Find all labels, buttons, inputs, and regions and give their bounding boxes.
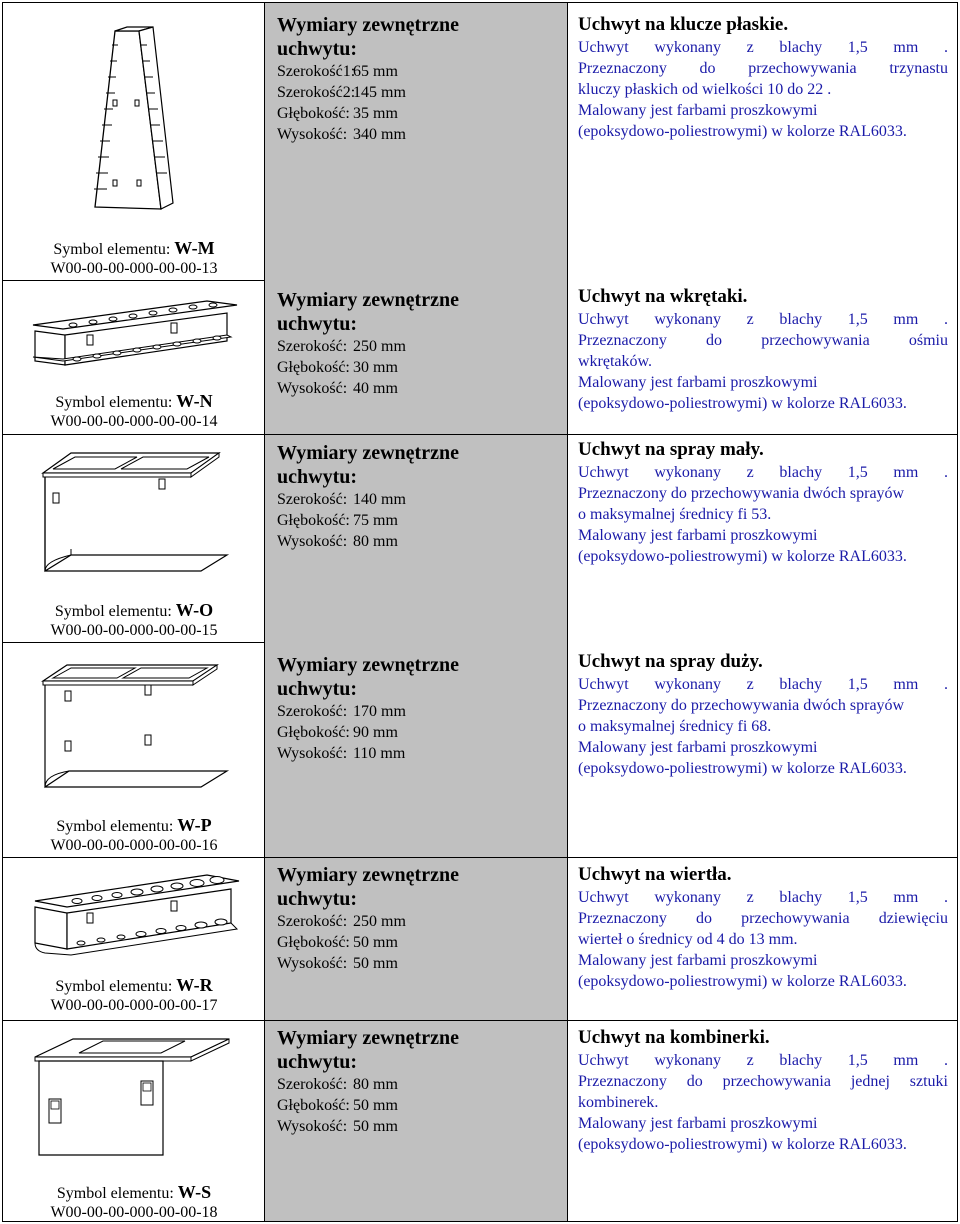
symbol-block-w-s bbox=[3, 1183, 265, 1222]
desc-line: kluczy płaskich od wielkości 10 do 22 . bbox=[578, 81, 832, 98]
dim-label: Szerokość: bbox=[277, 703, 348, 720]
desc-line: Przeznaczony do przechowywania dziewięciu bbox=[578, 910, 948, 927]
catalog-number: W00-00-00-000-00-00-15 bbox=[50, 622, 218, 639]
dim-label: Głębokość: bbox=[277, 105, 350, 122]
product-title: Uchwyt na spray mały. bbox=[578, 439, 764, 460]
symbol-label: Symbol elementu: bbox=[56, 818, 174, 835]
desc-line: Przeznaczony do przechowywania dwóch sprayów bbox=[578, 485, 905, 502]
dim-label: Szerokość: bbox=[277, 913, 348, 930]
product-drawing-w-o bbox=[41, 451, 231, 581]
desc-line: (epoksydowo-poliestrowymi) w kolorze RAL6033. bbox=[578, 973, 907, 990]
dim-header: Wymiary zewnętrzne bbox=[277, 864, 459, 886]
product-drawing-w-s bbox=[33, 1033, 233, 1163]
description-w-p bbox=[578, 650, 948, 779]
dim-label: Szerokość: bbox=[277, 1076, 348, 1093]
dim-row bbox=[277, 743, 562, 764]
dim-row bbox=[277, 722, 562, 743]
dim-row bbox=[277, 124, 562, 145]
dim-label: Głębokość: bbox=[277, 512, 350, 529]
dim-row bbox=[277, 510, 562, 531]
desc-line: kombinerek. bbox=[578, 1094, 659, 1111]
dim-row bbox=[277, 1116, 562, 1137]
dim-label: Wysokość: bbox=[277, 533, 348, 550]
product-title: Uchwyt na klucze płaskie. bbox=[578, 14, 789, 35]
dim-header: Wymiary zewnętrzne bbox=[277, 289, 459, 311]
desc-line: wkrętaków. bbox=[578, 353, 653, 370]
desc-line: Malowany jest farbami proszkowymi bbox=[578, 739, 818, 756]
desc-line: (epoksydowo-poliestrowymi) w kolorze RAL6033. bbox=[578, 123, 907, 140]
desc-line: Uchwyt wykonany z blachy 1,5 mm . bbox=[578, 889, 948, 906]
dim-label: Szerokość: bbox=[277, 338, 348, 355]
description-w-n bbox=[578, 285, 948, 414]
dim-header: Wymiary zewnętrzne bbox=[277, 654, 459, 676]
desc-line: Malowany jest farbami proszkowymi bbox=[578, 1115, 818, 1132]
catalog-number: W00-00-00-000-00-00-16 bbox=[50, 837, 218, 854]
desc-line: Malowany jest farbami proszkowymi bbox=[578, 374, 818, 391]
dim-value: 65 mm bbox=[353, 63, 398, 80]
dim-label: Głębokość: bbox=[277, 724, 350, 741]
symbol-block-w-n bbox=[3, 392, 265, 431]
dim-header: Wymiary zewnętrzne bbox=[277, 1027, 459, 1049]
catalog-number: W00-00-00-000-00-00-18 bbox=[50, 1204, 218, 1221]
dim-value: 110 mm bbox=[353, 745, 406, 762]
dim-value: 140 mm bbox=[353, 491, 406, 508]
row-divider bbox=[3, 280, 265, 281]
product-title: Uchwyt na wiertła. bbox=[578, 864, 732, 885]
dim-value: 40 mm bbox=[353, 380, 398, 397]
dim-row bbox=[277, 357, 562, 378]
desc-line: (epoksydowo-poliestrowymi) w kolorze RAL6033. bbox=[578, 395, 907, 412]
dim-label: Szerokość: bbox=[277, 491, 348, 508]
dim-row bbox=[277, 103, 562, 124]
catalog-number: W00-00-00-000-00-00-13 bbox=[50, 260, 218, 277]
symbol-block-w-p bbox=[3, 816, 265, 855]
dim-value: 50 mm bbox=[353, 1097, 398, 1114]
desc-line: Uchwyt wykonany z blachy 1,5 mm . bbox=[578, 311, 948, 328]
dim-value: 80 mm bbox=[353, 533, 398, 550]
symbol-label: Symbol elementu: bbox=[54, 603, 172, 620]
symbol-code: W-S bbox=[177, 1182, 212, 1202]
dim-label: Głębokość: bbox=[277, 359, 350, 376]
dim-header-line2: uchwytu: bbox=[277, 313, 358, 335]
dim-label: Wysokość: bbox=[277, 1118, 348, 1135]
dim-header-line2: uchwytu: bbox=[277, 38, 358, 60]
dim-row bbox=[277, 701, 562, 722]
dim-row bbox=[277, 932, 562, 953]
dim-header-line2: uchwytu: bbox=[277, 466, 358, 488]
dim-row bbox=[277, 489, 562, 510]
desc-line: Przeznaczony do przechowywania dwóch sprayów bbox=[578, 697, 905, 714]
catalog-number: W00-00-00-000-00-00-14 bbox=[50, 413, 218, 430]
description-w-o bbox=[578, 438, 948, 567]
desc-line: Uchwyt wykonany z blachy 1,5 mm . bbox=[578, 39, 948, 56]
dim-header: Wymiary zewnętrzne bbox=[277, 14, 459, 36]
row-divider bbox=[3, 1020, 957, 1021]
row-divider bbox=[3, 434, 957, 435]
symbol-label: Symbol elementu: bbox=[53, 241, 171, 258]
desc-line: Przeznaczony do przechowywania jednej sztuki bbox=[578, 1073, 948, 1090]
dim-row bbox=[277, 911, 562, 932]
desc-line: (epoksydowo-poliestrowymi) w kolorze RAL6033. bbox=[578, 760, 907, 777]
desc-line: Malowany jest farbami proszkowymi bbox=[578, 527, 818, 544]
symbol-block-w-o bbox=[3, 601, 265, 640]
desc-line: (epoksydowo-poliestrowymi) w kolorze RAL6033. bbox=[578, 1136, 907, 1153]
desc-line: Przeznaczony do przechowywania trzynastu bbox=[578, 60, 948, 77]
symbol-code: W-R bbox=[176, 975, 213, 995]
dim-value: 50 mm bbox=[353, 955, 398, 972]
dimensions-w-s bbox=[277, 1026, 562, 1137]
dim-label: Wysokość: bbox=[277, 380, 348, 397]
dim-value: 50 mm bbox=[353, 934, 398, 951]
dim-label: Wysokość: bbox=[277, 126, 348, 143]
symbol-label: Symbol elementu: bbox=[55, 394, 173, 411]
dimensions-w-p bbox=[277, 653, 562, 764]
symbol-code: W-M bbox=[174, 238, 215, 258]
desc-line: o maksymalnej średnicy fi 53. bbox=[578, 506, 772, 523]
dim-value: 340 mm bbox=[353, 126, 406, 143]
product-title: Uchwyt na wkrętaki. bbox=[578, 286, 748, 307]
dim-value: 50 mm bbox=[353, 1118, 398, 1135]
dim-label: Wysokość: bbox=[277, 955, 348, 972]
dim-value: 30 mm bbox=[353, 359, 398, 376]
catalog-number: W00-00-00-000-00-00-17 bbox=[50, 997, 218, 1014]
dim-label: Szerokość1: bbox=[277, 63, 356, 80]
dim-value: 80 mm bbox=[353, 1076, 398, 1093]
dim-row bbox=[277, 531, 562, 552]
dim-label: Głębokość: bbox=[277, 934, 350, 951]
dimensions-w-n bbox=[277, 288, 562, 399]
dim-row bbox=[277, 82, 562, 103]
dim-header: Wymiary zewnętrzne bbox=[277, 442, 459, 464]
dim-row bbox=[277, 378, 562, 399]
dim-value: 75 mm bbox=[353, 512, 398, 529]
dim-row bbox=[277, 1095, 562, 1116]
dim-row bbox=[277, 61, 562, 82]
dim-value: 145 mm bbox=[353, 84, 406, 101]
symbol-label: Symbol elementu: bbox=[56, 1185, 174, 1202]
dim-value: 170 mm bbox=[353, 703, 406, 720]
desc-line: o maksymalnej średnicy fi 68. bbox=[578, 718, 772, 735]
product-drawing-w-p bbox=[41, 663, 231, 793]
dim-header-line2: uchwytu: bbox=[277, 678, 358, 700]
dimensions-w-o bbox=[277, 441, 562, 552]
symbol-code: W-P bbox=[177, 815, 212, 835]
description-w-s bbox=[578, 1026, 948, 1155]
desc-line: wierteł o średnicy od 4 do 13 mm. bbox=[578, 931, 798, 948]
dim-header-line2: uchwytu: bbox=[277, 888, 358, 910]
symbol-label: Symbol elementu: bbox=[55, 978, 173, 995]
description-w-r bbox=[578, 863, 948, 992]
dim-value: 35 mm bbox=[353, 105, 398, 122]
product-drawing-w-n bbox=[31, 295, 241, 375]
row-divider bbox=[3, 642, 265, 643]
dim-value: 250 mm bbox=[353, 913, 406, 930]
desc-line: Przeznaczony do przechowywania ośmiu bbox=[578, 332, 948, 349]
dim-label: Szerokość2: bbox=[277, 84, 356, 101]
symbol-code: W-N bbox=[176, 391, 213, 411]
desc-line: Uchwyt wykonany z blachy 1,5 mm . bbox=[578, 464, 948, 481]
dim-row bbox=[277, 953, 562, 974]
dim-row bbox=[277, 1074, 562, 1095]
product-title: Uchwyt na kombinerki. bbox=[578, 1027, 770, 1048]
dimensions-w-m bbox=[277, 13, 562, 145]
desc-line: Uchwyt wykonany z blachy 1,5 mm . bbox=[578, 676, 948, 693]
dim-label: Głębokość: bbox=[277, 1097, 350, 1114]
symbol-block-w-m bbox=[3, 239, 265, 278]
symbol-block-w-r bbox=[3, 976, 265, 1015]
dim-label: Wysokość: bbox=[277, 745, 348, 762]
symbol-code: W-O bbox=[175, 600, 214, 620]
desc-line: Malowany jest farbami proszkowymi bbox=[578, 952, 818, 969]
dim-header-line2: uchwytu: bbox=[277, 1051, 358, 1073]
row-divider bbox=[3, 857, 957, 858]
product-drawing-w-r bbox=[31, 869, 243, 961]
desc-line: (epoksydowo-poliestrowymi) w kolorze RAL6033. bbox=[578, 548, 907, 565]
dim-row bbox=[277, 336, 562, 357]
product-drawing-w-m bbox=[83, 25, 193, 215]
dimensions-w-r bbox=[277, 863, 562, 974]
desc-line: Malowany jest farbami proszkowymi bbox=[578, 102, 818, 119]
description-w-m bbox=[578, 13, 948, 142]
dim-value: 250 mm bbox=[353, 338, 406, 355]
desc-line: Uchwyt wykonany z blachy 1,5 mm . bbox=[578, 1052, 948, 1069]
product-table bbox=[2, 2, 958, 1222]
product-title: Uchwyt na spray duży. bbox=[578, 651, 763, 672]
dim-value: 90 mm bbox=[353, 724, 398, 741]
